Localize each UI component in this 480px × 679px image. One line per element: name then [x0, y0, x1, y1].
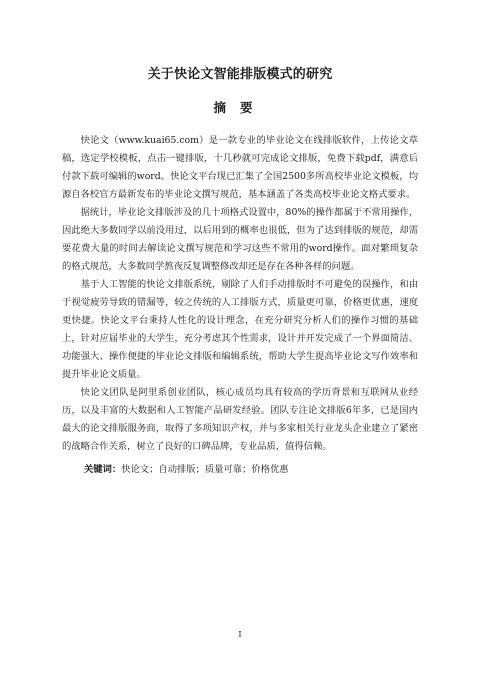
abstract-paragraph-3: 基于人工智能的快论文排版系统，剔除了人们手动排版时不可避免的误操作，和由于视觉疲劳导致的错漏等，较之传统的人工排版方式，质量更可靠，价格更优惠，速度更快捷。快论文平台秉持人性化的设计理念，在充分研究分析人们的操作习惯的基础上，针对应届毕业的大学生，充分考虑其个性需求，设计并开发完成了一个界面简洁、功能强大、操作便捷的毕业论文排版和编辑系统，帮助大学生提高毕业论文写作效率和提升毕业论文质量。	[62, 279, 418, 380]
abstract-paragraph-1: 快论文（www.kuai65.com）是一款专业的毕业论文在线排版软件，上传论文草稿，选定学校模板，点击一键排版，十几秒就可完成论文排版，免费下载pdf，满意后付款下载可编辑的word。快论文平台现已汇集了全国2500多所高校毕业论文模板，均源自各校官方最新发布的毕业论文撰写规范，基本涵盖了各类高校毕业论文格式要求。	[62, 135, 418, 200]
abstract-heading: 摘要	[213, 100, 267, 115]
abstract-paragraph-2: 据统计，毕业论文排版涉及的几十项格式设置中，80%的操作都属于不常用操作，因此绝大多数同学以前没用过，以后用到的概率也很低，但为了达到排版的规范，却需要花费大量的时间去解读论文撰写规范和学习这些不常用的word操作。面对繁琐复杂的格式规范，大多数同学熬夜反复调整修改却还是存在各种各样的问题。	[62, 207, 418, 272]
keywords-label: 关键词：	[84, 464, 122, 475]
paper-title: 关于快论文智能排版模式的研究	[147, 67, 333, 82]
keywords-text: 快论文；自动排版；质量可靠；价格优惠	[121, 464, 289, 475]
abstract-body	[62, 132, 418, 456]
page-number: I	[238, 630, 242, 639]
abstract-paragraph-4: 快论文团队是阿里系创业团队，核心成员均具有较高的学历背景和互联网从业经历，以及丰富的大数据和人工智能产品研发经验。团队专注论文排版6年多，已是国内最大的论文排版服务商，取得了多项知识产权，并与多家相关行业龙头企业建立了紧密的战略合作关系，树立了良好的口碑品牌，专业品质，值得信赖。	[62, 387, 418, 452]
keywords-line	[84, 463, 424, 477]
